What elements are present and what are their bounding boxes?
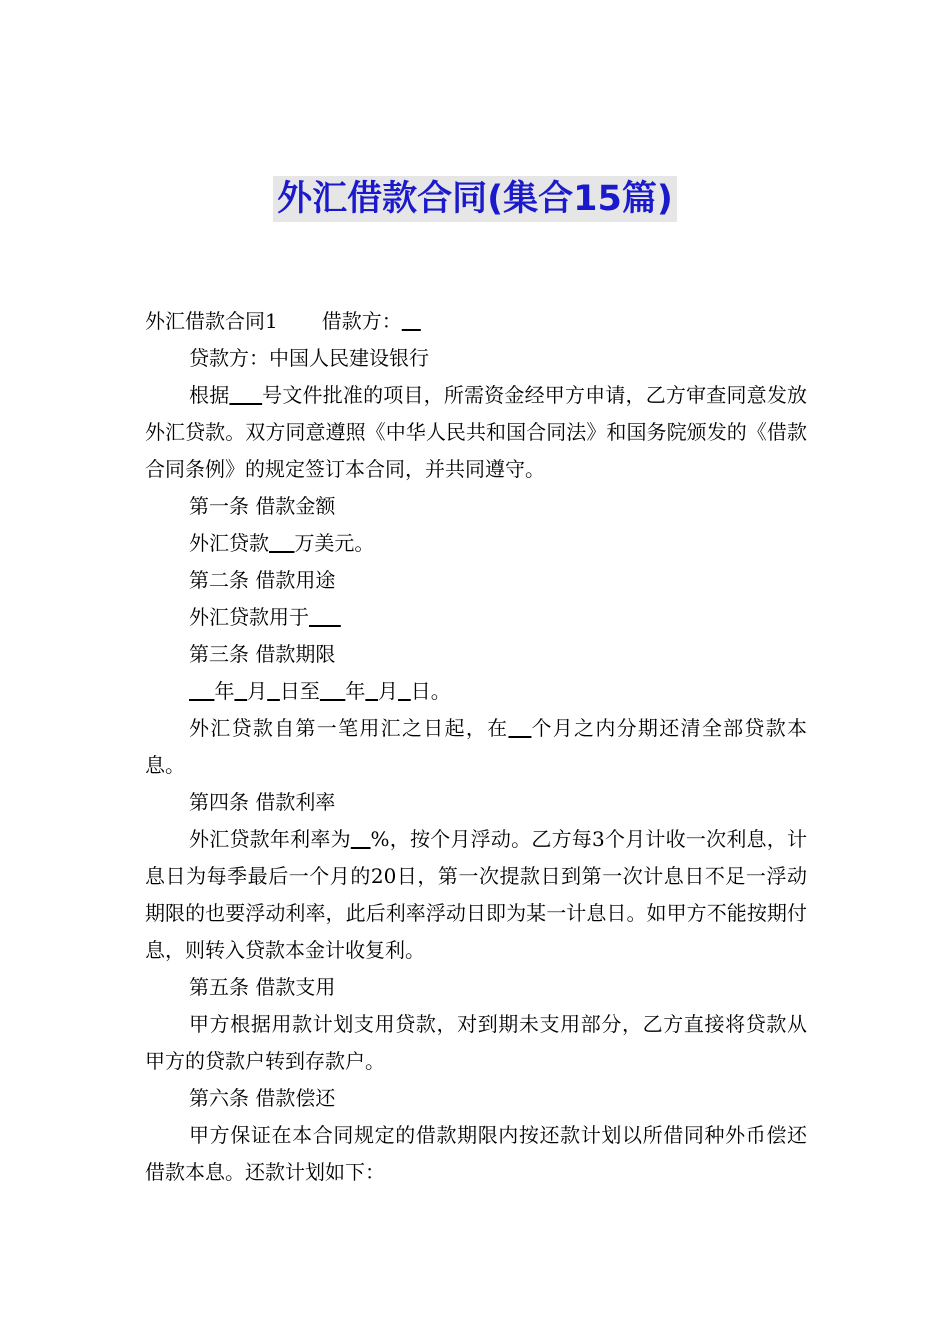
lender-line: 贷款方：中国人民建设银行 <box>189 346 429 370</box>
purpose-blank <box>309 605 341 629</box>
title-container <box>0 176 950 222</box>
article-1-text: 外汇贷款 万美元。 <box>189 531 375 555</box>
amount-blank <box>269 531 294 555</box>
months-blank <box>508 716 531 740</box>
article-5-text: 甲方根据用款计划支用贷款，对到期未支用部分，乙方直接将贷款从甲方的贷款户转到存款户。 <box>145 1012 807 1073</box>
article-6-text: 甲方保证在本合同规定的借款期限内按还款计划以所借同种外币偿还借款本息。还款计划如下： <box>145 1123 807 1184</box>
document-number-blank <box>229 383 262 407</box>
article-4-title: 第四条 借款利率 <box>189 790 336 814</box>
article-4-text: 外汇贷款年利率为 %，按个月浮动。乙方每3个月计收一次利息，计息日为每季最后一个月的20日，第一次提款日到第一次计息日不足一浮动期限的也要浮动利率，此后利率浮动日即为某一计息日。如甲方不能按期付息，则转入贷款本金计收复利。 <box>145 827 807 962</box>
document-title: 外汇借款合同(集合15篇) <box>273 176 677 222</box>
contract-heading-line <box>145 303 807 340</box>
article-5-title: 第五条 借款支用 <box>189 975 336 999</box>
borrower-blank <box>402 309 421 333</box>
article-3-repayment: 外汇贷款自第一笔用汇之日起，在 个月之内分期还清全部贷款本息。 <box>145 716 808 777</box>
article-3-title: 第三条 借款期限 <box>189 642 336 666</box>
rate-blank <box>351 827 371 851</box>
document-body <box>145 303 807 1191</box>
contract-heading: 外汇借款合同1 <box>145 309 278 333</box>
article-6-title: 第六条 借款偿还 <box>189 1086 336 1110</box>
article-2-title: 第二条 借款用途 <box>189 568 336 592</box>
article-2-text: 外汇贷款用于 <box>145 599 807 636</box>
article-3-date-range: 年 月 日至 年 月 日。 <box>214 679 451 703</box>
article-1-title: 第一条 借款金额 <box>189 494 336 518</box>
borrower-label: 借款方： <box>321 309 402 333</box>
intro-paragraph: 根据 号文件批准的项目，所需资金经甲方申请，乙方审查同意发放外汇贷款。双方同意遵照《中华人民共和国合同法》和国务院颁发的《借款合同条例》的规定签订本合同，并共同遵守。 <box>145 383 808 481</box>
